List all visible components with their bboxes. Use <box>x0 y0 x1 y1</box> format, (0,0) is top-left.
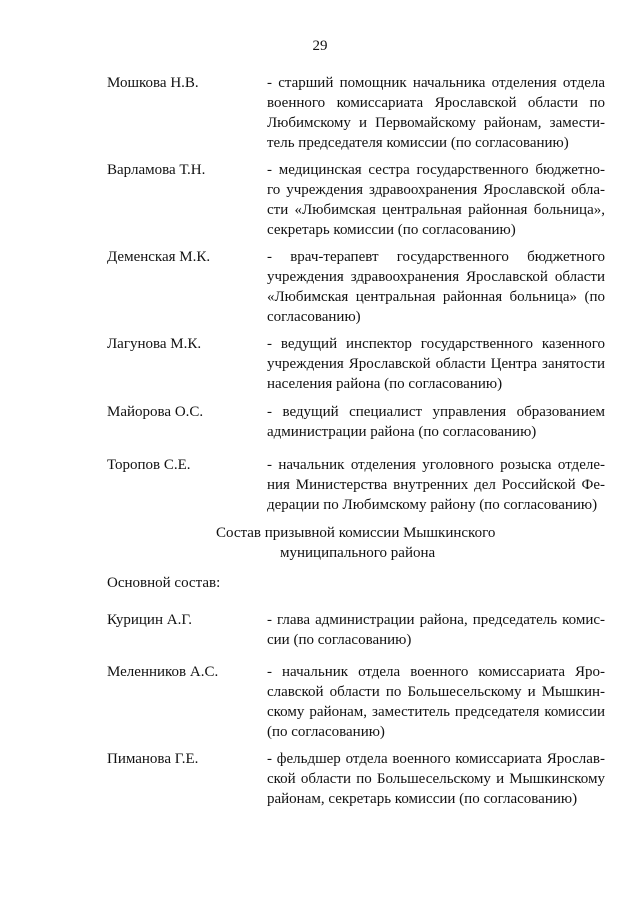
role-line: го учреждения здравоохранения Ярославской обла- <box>267 182 605 198</box>
member-name: Лагунова М.К. <box>107 336 202 352</box>
member-role <box>267 160 605 240</box>
member-name: Майорова О.С. <box>107 404 204 420</box>
role-line: согласованию) <box>267 309 361 325</box>
member-role <box>267 662 605 742</box>
role-line: дерации по Любимскому району (по согласованию) <box>267 497 598 513</box>
role-line: сии (по согласованию) <box>267 632 412 648</box>
member-name: Мошкова Н.В. <box>107 75 199 91</box>
role-line: администрации района (по согласованию) <box>267 424 537 440</box>
role-line: славской области по Большесельскому и Мышкин- <box>267 684 605 700</box>
role-line: - врач-терапевт государственного бюджетного <box>267 249 605 265</box>
member-role <box>267 455 605 515</box>
entry-varlamova <box>107 160 605 240</box>
member-name: Меленников А.С. <box>107 664 219 680</box>
member-role <box>267 73 605 153</box>
entry-pimanova <box>107 749 605 809</box>
section-title-line-1: Состав призывной комиссии Мышкинского <box>216 525 496 541</box>
subheading-main-composition: Основной состав: <box>107 575 221 591</box>
role-line: - ведущий инспектор государственного казенного <box>267 336 605 352</box>
entry-moshkova <box>107 73 605 153</box>
role-line: военного комиссариата Ярославской области по <box>267 95 605 111</box>
role-line: - фельдшер отдела военного комиссариата Ярослав- <box>267 751 605 767</box>
role-line: секретарь комиссии (по согласованию) <box>267 222 516 238</box>
entry-kuritsin <box>107 610 605 650</box>
role-line: - старший помощник начальника отделения отдела <box>267 75 605 91</box>
role-line: скому районам, заместитель председателя комиссии <box>267 704 605 720</box>
role-line: тель председателя комиссии (по согласованию) <box>267 135 569 151</box>
entry-toropov <box>107 455 605 515</box>
entry-mayorova <box>107 402 605 442</box>
role-line: - ведущий специалист управления образованием <box>267 404 605 420</box>
page-number: 29 <box>312 38 328 54</box>
role-line: Любимскому и Первомайскому районам, замести- <box>267 115 605 131</box>
role-line: сти «Любимская центральная районная больница», <box>267 202 605 218</box>
member-name: Варламова Т.Н. <box>107 162 206 178</box>
member-name: Деменская М.К. <box>107 249 211 265</box>
role-line: - начальник отделения уголовного розыска отделе- <box>267 457 605 473</box>
role-line: ской области по Большесельскому и Мышкинскому <box>267 771 605 787</box>
role-line: - медицинская сестра государственного бюджетно- <box>267 162 605 178</box>
role-line: учреждения здравоохранения Ярославской области <box>267 269 605 285</box>
role-line: - глава администрации района, председатель комис- <box>267 612 605 628</box>
member-role <box>267 334 605 394</box>
role-line: (по согласованию) <box>267 724 385 740</box>
section-title <box>0 523 640 563</box>
member-role <box>267 749 605 809</box>
role-line: районам, секретарь комиссии (по согласованию) <box>267 791 578 807</box>
role-line: учреждения Ярославской области Центра занятости <box>267 356 605 372</box>
member-name: Пиманова Г.Е. <box>107 751 199 767</box>
role-line: - начальник отдела военного комиссариата Яро- <box>267 664 605 680</box>
role-line: ния Министерства внутренних дел Российской Фе- <box>267 477 605 493</box>
member-name: Курицин А.Г. <box>107 612 193 628</box>
entry-demenskaya <box>107 247 605 327</box>
member-role <box>267 610 605 650</box>
entry-lagunova <box>107 334 605 394</box>
member-role <box>267 402 605 442</box>
member-name: Торопов С.Е. <box>107 457 191 473</box>
role-line: населения района (по согласованию) <box>267 376 503 392</box>
member-role <box>267 247 605 327</box>
entry-melennikov <box>107 662 605 742</box>
role-line: «Любимская центральная районная больница» (по <box>267 289 605 305</box>
section-title-line-2: муниципального района <box>280 545 436 561</box>
